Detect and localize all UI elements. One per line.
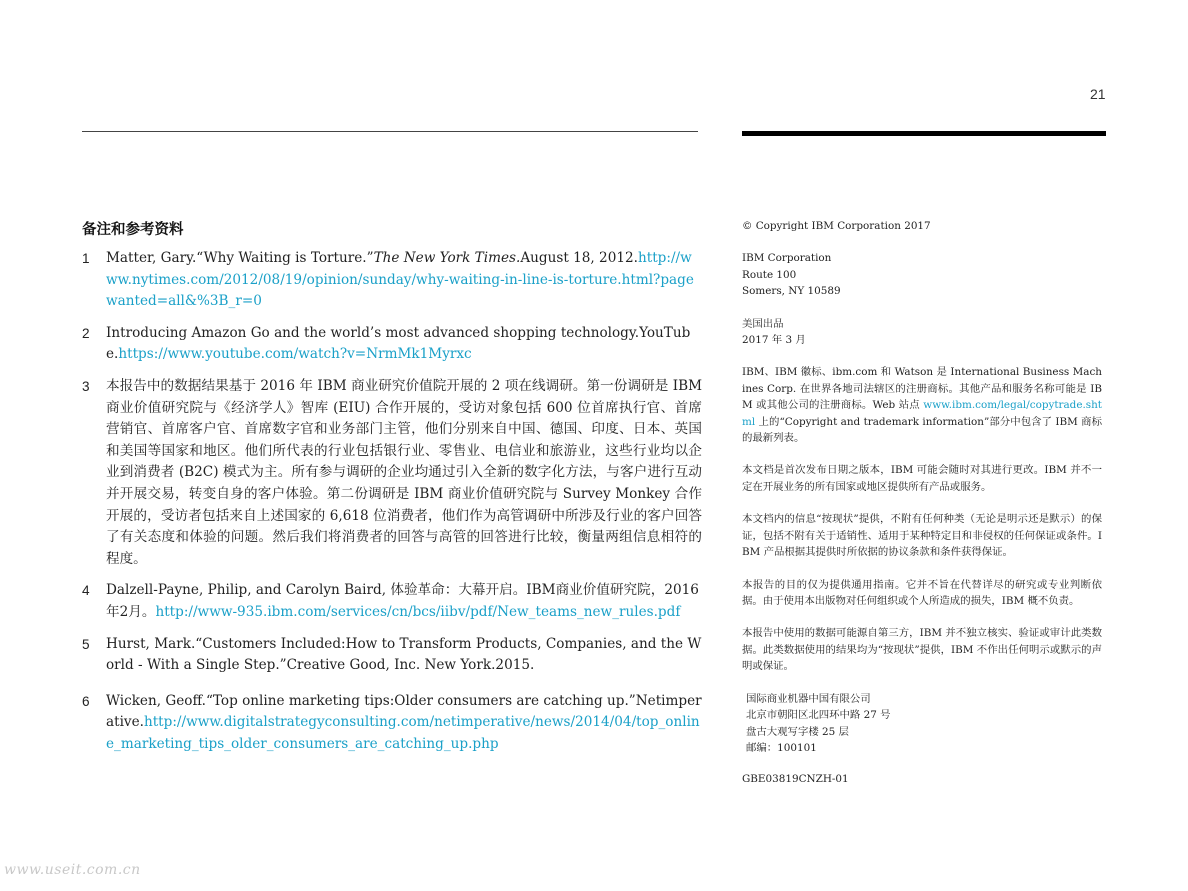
reference-3 bbox=[82, 376, 702, 570]
reference-2 bbox=[82, 323, 702, 366]
trademark-link[interactable]: www.ibm.com/legal/copytrade.shtml bbox=[742, 399, 1102, 428]
as-is-notice: 本文档内的信息“按现状”提供，不附有任何种类（无论是明示还是默示）的保证，包括不附有关于适销性、适用于某种特定目和非侵权的任何保证或条件。IBM 产品根据其提供时所依据的协议条款和条件获得保证。 bbox=[742, 513, 1102, 559]
page-number: 21 bbox=[1090, 86, 1106, 102]
reference-text: 本报告中的数据结果基于 2016 年 IBM 商业研究价值院开展的 2 项在线调研。第一份调研是 IBM 商业价值研究院与《经济学人》智库 (EIU) 合作开展的，受访对象包括 600 位首席执行官、首席营销官、首席客户官、首席数字官和业务部门主管，他们分别来自中国、德国、印度、日本、英国和美国等国家和地区。他们所代表的行业包括银行业、零售业、电信业和旅游业，这些行业均以企业到消费者 (B2C) 模式为主。所有参与调研的企业均通过引入全新的数字化方法，与客户进行互动并开展交易，转变自身的客户体验。第二份调研是 IBM 商业价值研究院与 Survey Monkey 合作开展的，受访者包括来自上述国家的 6,618 位消费者，他们作为高管调研中所涉及行业的客户回答了有关态度和体验的问题。然后我们将消费者的回答与高管的回答进行比较，衡量两组信息相符的程度。 bbox=[106, 377, 702, 567]
site-watermark: www.useit.com.cn bbox=[4, 862, 141, 878]
reference-text: Hurst, Mark.“Customers Included:How to Transform Products, Companies, and the World - With a Single Step.”Creative Good, Inc. New York.2015. bbox=[106, 635, 702, 674]
copyright-line: © Copyright IBM Corporation 2017 bbox=[742, 220, 931, 232]
china-postcode: 邮编：100101 bbox=[746, 742, 817, 755]
document-code: GBE03819CNZH-01 bbox=[742, 772, 849, 785]
trademark-notice: IBM、IBM 徽标、ibm.com 和 Watson 是 International Business Machines Corp. 在世界各地司法辖区的注册商标。其他产品和服务名称可能是 IBM 或其他公司的注册商标。Web 站点 www.ibm.com/legal/copytrade.shtml 上的“Copyright and trademark information”部分中包含了 IBM 商标的最新列表。 bbox=[742, 366, 1102, 445]
reference-number: 3 bbox=[82, 378, 90, 394]
reference-text: Wicken, Geoff.“Top online marketing tips:Older consumers are catching up.”Netimperative. bbox=[106, 692, 702, 731]
reference-date: August 18, 2012. bbox=[520, 250, 638, 266]
reference-1 bbox=[82, 248, 702, 313]
reference-text: Matter, Gary.“Why Waiting is Torture.” bbox=[106, 250, 374, 266]
reference-5 bbox=[82, 634, 702, 677]
company-address bbox=[742, 250, 1102, 299]
china-building: 盘古大观写字楼 25 层 bbox=[746, 725, 849, 738]
reference-4 bbox=[82, 580, 702, 623]
reference-6 bbox=[82, 691, 702, 756]
publish-date: 2017 年 3 月 bbox=[742, 334, 806, 347]
guidance-notice: 本报告的目的仅为提供通用指南。它并不旨在代替详尽的研究或专业判断依据。由于使用本出版物对任何组织或个人所造成的损失，IBM 概不负责。 bbox=[742, 578, 1102, 607]
reference-text: Introducing Amazon Go and the world’s most advanced shopping technology.YouTube. bbox=[106, 324, 691, 363]
reference-number: 6 bbox=[82, 693, 90, 709]
current-version-notice: 本文档是首次发布日期之版本，IBM 可能会随时对其进行更改。IBM 并不一定在开展业务的所有国家或地区提供所有产品或服务。 bbox=[742, 464, 1102, 493]
company-name: IBM Corporation bbox=[742, 252, 832, 265]
company-city: Somers, NY 10589 bbox=[742, 285, 841, 298]
reference-text: Dalzell-Payne, Philip, and Carolyn Baird, 体验革命：大幕开启。IBM商业价值研究院，2016年2月。 bbox=[106, 582, 699, 620]
reference-number: 5 bbox=[82, 636, 90, 652]
legal-section bbox=[742, 218, 1102, 803]
reference-link[interactable]: http://www.digitalstrategyconsulting.com/netimperative/news/2014/04/top_online_marketing_tips_older_consumers_are_catching_up.php bbox=[106, 714, 700, 752]
reference-number: 4 bbox=[82, 583, 90, 599]
right-divider bbox=[742, 131, 1106, 136]
china-street: 北京市朝阳区北四环中路 27 号 bbox=[746, 709, 891, 722]
made-in-country: 美国出品 bbox=[742, 317, 784, 330]
reference-number: 2 bbox=[82, 325, 90, 341]
china-company-name: 国际商业机器中国有限公司 bbox=[746, 692, 871, 705]
third-party-notice: 本报告中使用的数据可能源自第三方，IBM 并不独立核实、验证或审计此类数据。此类数据使用的结果均为“按现状”提供，IBM 不作出任何明示或默示的声明或保证。 bbox=[742, 627, 1102, 673]
reference-link[interactable]: http://www.nytimes.com/2012/08/19/opinion/sunday/why-waiting-in-line-is-torture.html?pagewanted=all&%3B_r=0 bbox=[106, 250, 694, 310]
reference-link[interactable]: https://www.youtube.com/watch?v=NrmMk1Myrxc bbox=[118, 346, 472, 363]
company-street: Route 100 bbox=[742, 268, 797, 281]
left-divider bbox=[82, 131, 698, 132]
notes-section bbox=[82, 218, 702, 765]
reference-publication: The New York Times. bbox=[373, 250, 521, 266]
china-address bbox=[746, 691, 1102, 757]
reference-link[interactable]: http://www-935.ibm.com/services/cn/bcs/iibv/pdf/New_teams_new_rules.pdf bbox=[155, 603, 681, 620]
notes-heading: 备注和参考资料 bbox=[82, 222, 184, 238]
made-in bbox=[742, 316, 1102, 349]
reference-number: 1 bbox=[82, 251, 90, 266]
